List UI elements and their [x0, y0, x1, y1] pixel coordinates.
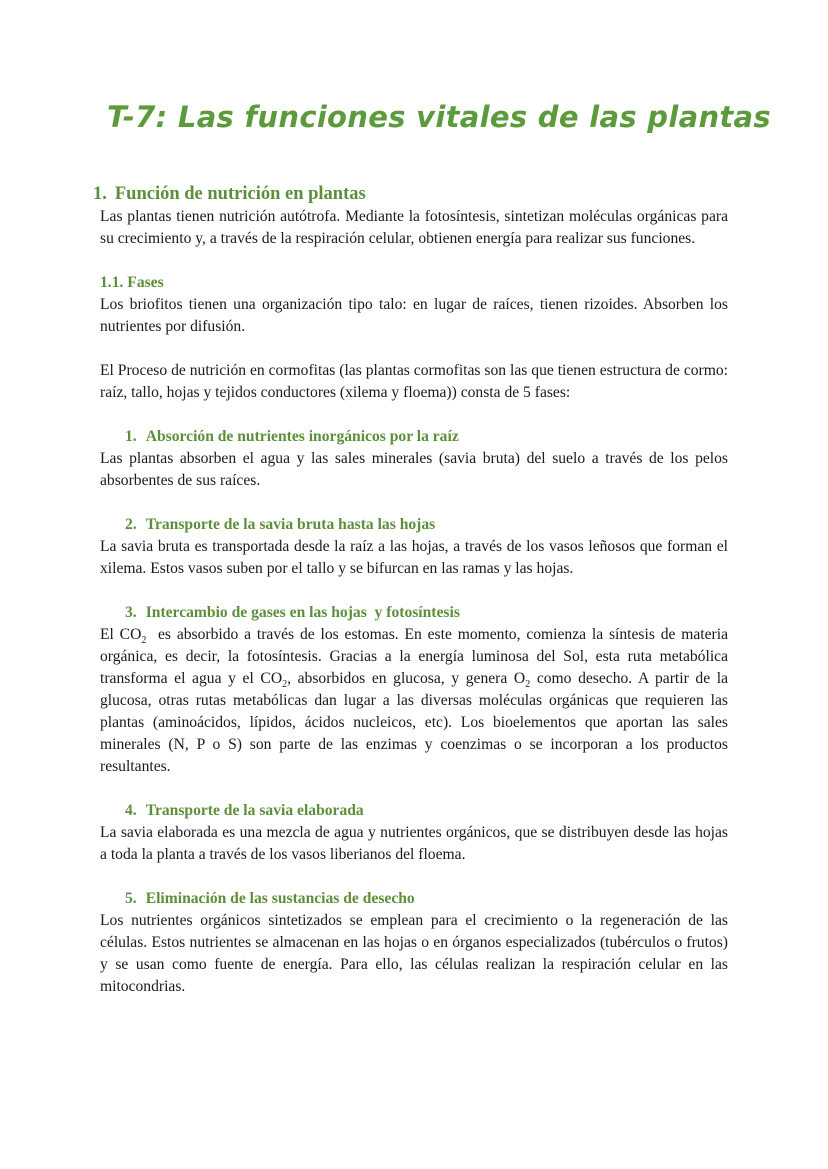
section-heading-text: Función de nutrición en plantas: [114, 184, 366, 204]
phase-title: Eliminación de las sustancias de desecho: [145, 890, 415, 907]
phase-heading: [125, 426, 728, 448]
phase-number: 5.: [125, 890, 137, 907]
phase-title: Intercambio de gases en las hojas y fotosíntesis: [145, 604, 460, 621]
phase-heading: [125, 888, 728, 910]
phase-title: Transporte de la savia bruta hasta las hojas: [145, 516, 436, 533]
subscript: 2: [282, 679, 288, 691]
text-run: , absorbidos en glucosa, y genera O: [287, 670, 526, 687]
phase-number: 3.: [125, 604, 137, 621]
subsection-heading: 1.1. Fases: [100, 274, 164, 291]
briofitos-paragraph: Los briofitos tienen una organización tipo talo: en lugar de raíces, tienen rizoides. Absorben los nutrientes por difusión.: [100, 296, 728, 335]
phase-heading: [125, 602, 728, 624]
text-run: El CO: [100, 626, 142, 643]
phase-text: Los nutrientes orgánicos sintetizados se emplean para el crecimiento o la regeneración de las células. Estos nutrientes se almacenan en las hojas o en órganos especializados (tubérculos o frutos) y se usan como fuente de energía. Para ello, las células realizan la respiración celular en las mitocondrias.: [100, 912, 728, 995]
phase-text: La savia elaborada es una mezcla de agua y nutrientes orgánicos, que se distribuyen desde las hojas a toda la planta a través de los vasos liberianos del floema.: [100, 824, 728, 863]
phase-number: 2.: [125, 516, 137, 533]
text-run: es absorbido a través de los estomas. En este momento, comienza la síntesis de materia orgánica, es decir, la fotosíntesis. Gracias a la energía luminosa del Sol, esta ruta metabólica transforma el agua y el CO: [100, 626, 732, 687]
section-intro: Las plantas tienen nutrición autótrofa. Mediante la fotosíntesis, sintetizan moléculas orgánicas para su crecimiento y, a través de la respiración celular, obtienen energía para realizar sus funciones.: [100, 208, 728, 247]
text-run: como desecho. A partir de la glucosa, otras rutas metabólicas dan lugar a las diversas moléculas orgánicas que requieren las plantas (aminoácidos, lípidos, ácidos nucleicos, etc). Los bioelementos que aportan las sales minerales (N, P o S) son parte de las enzimas y coenzimas o se incorporan a los productos resultantes.: [100, 670, 728, 775]
phase-number: 4.: [125, 802, 137, 819]
phase-text: Las plantas absorben el agua y las sales minerales (savia bruta) del suelo a través de los pelos absorbentes de sus raíces.: [100, 450, 728, 489]
phase-heading: [125, 514, 728, 536]
phase-number: 1.: [125, 428, 137, 445]
cormofitas-paragraph: El Proceso de nutrición en cormofitas (las plantas cormofitas son las que tienen estructura de cormo: raíz, tallo, hojas y tejidos conductores (xilema y floema)) consta de 5 fases:: [100, 362, 728, 401]
phase-title: Transporte de la savia elaborada: [145, 802, 364, 819]
document-body: [93, 182, 732, 998]
phase-text: La savia bruta es transportada desde la raíz a las hojas, a través de los vasos leñosos que forman el xilema. Estos vasos suben por el tallo y se bifurcan en las ramas y las hojas.: [100, 538, 728, 577]
section-number: 1.: [93, 184, 107, 204]
section-heading: [93, 182, 728, 206]
phase-title: Absorción de nutrientes inorgánicos por la raíz: [145, 428, 459, 445]
page-title: T-7: Las funciones vitales de las plantas: [106, 100, 771, 134]
phase-heading: [125, 800, 728, 822]
subscript: 2: [141, 635, 147, 647]
subscript: 2: [525, 679, 531, 691]
phase-text: [100, 624, 732, 778]
